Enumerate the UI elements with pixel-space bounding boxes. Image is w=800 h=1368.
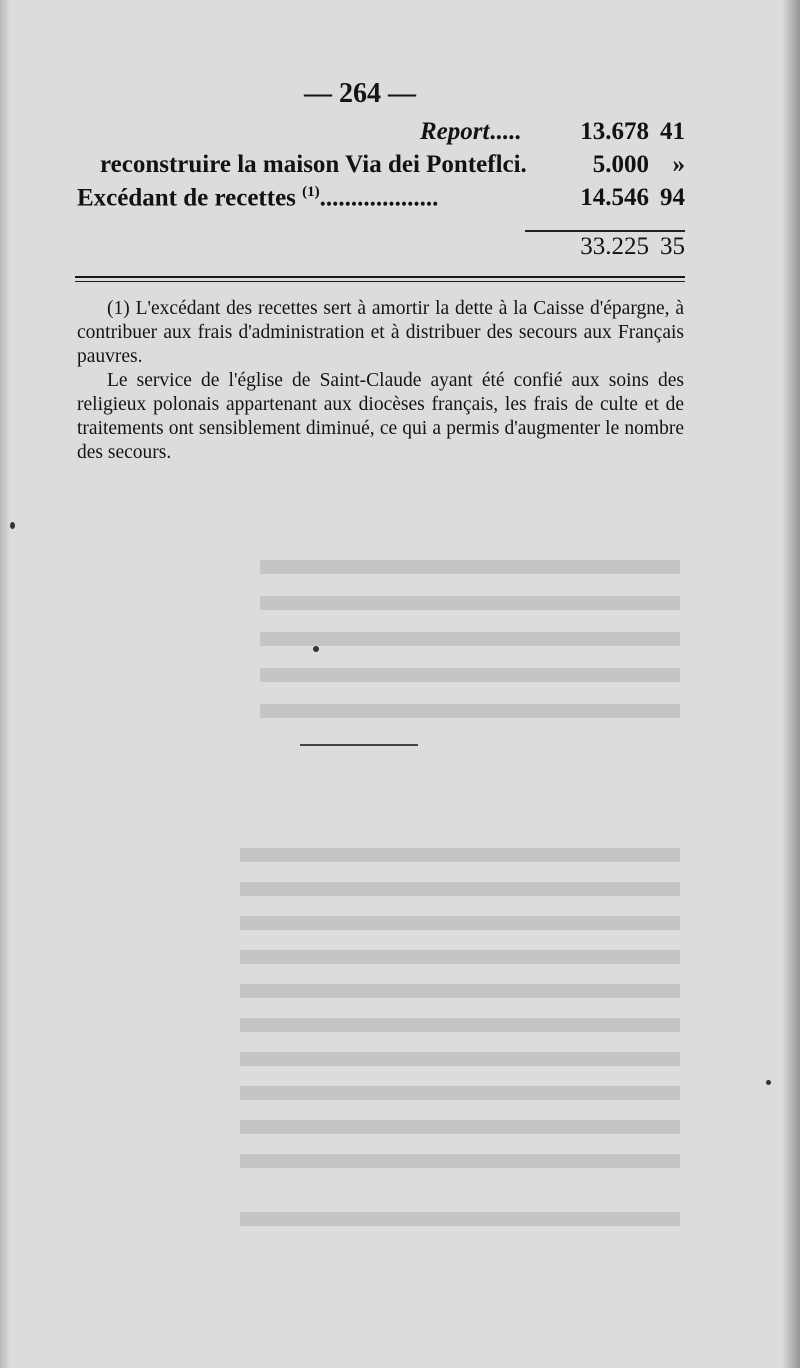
total-rule	[525, 230, 685, 232]
excedant-amount	[580, 184, 685, 212]
report-label-text: Report	[420, 118, 490, 145]
report-label	[420, 118, 521, 146]
ledger-row-reconstruire	[75, 151, 685, 184]
footnote-text: (1) L'excédant des recettes sert à amortir la dette à la Caisse d'épargne, à contribuer aux frais d'administration et à distribuer des secours aux Français pauvres.	[77, 298, 684, 367]
report-amount-value: 13.678	[580, 118, 649, 145]
reconstruire-amount	[593, 151, 685, 179]
report-amount	[580, 118, 685, 146]
excedant-dots: ...................	[319, 184, 439, 212]
total-amount-cents: 35	[660, 233, 685, 260]
total-amount	[580, 233, 685, 261]
ledger-row-report	[75, 118, 685, 151]
excedant-label-text: Excédant de recettes	[77, 184, 296, 212]
notes-section	[77, 297, 684, 465]
reconstruire-amount-value: 5.000	[592, 151, 649, 178]
excedant-amount-cents: 94	[660, 184, 685, 211]
page-edge-shadow	[782, 0, 800, 1368]
reconstruire-label: reconstruire la maison Via dei Ponteflci.	[100, 151, 527, 178]
ledger-row-total	[75, 233, 685, 266]
closing-rule-bottom	[75, 281, 685, 282]
ink-speck	[313, 646, 319, 652]
ledger-table	[75, 118, 685, 260]
body-paragraph: Le service de l'église de Saint-Claude ayant été confié aux soins des religieux polonais appartenant aux diocèses français, les frais de culte et de traitements ont sensiblement diminué, ce qui a permis d'augmenter le nombre des secours.	[77, 370, 684, 463]
closing-rule-top	[75, 276, 685, 278]
report-amount-cents: 41	[660, 118, 685, 145]
page-gutter-shadow	[0, 0, 10, 1368]
ledger-row-excedant	[75, 184, 685, 217]
ink-speck	[766, 1080, 771, 1085]
total-amount-value: 33.225	[580, 233, 649, 260]
reconstruire-amount-cents: »	[672, 151, 685, 178]
report-dots: .....	[489, 118, 521, 145]
page-number: — 264 —	[304, 78, 416, 109]
excedant-label	[77, 184, 438, 212]
ink-speck	[10, 522, 15, 529]
footnote-marker: (1)	[302, 184, 320, 200]
excedant-amount-value: 14.546	[580, 184, 649, 211]
section-rule	[300, 744, 418, 746]
